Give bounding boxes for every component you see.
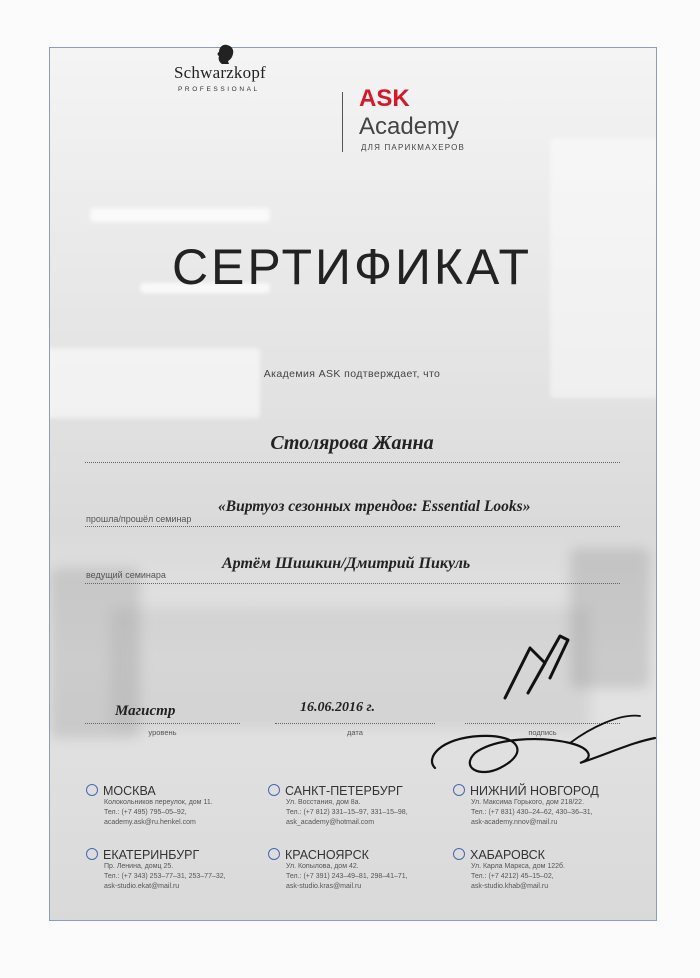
- city-phone: Тел.: (+7 343) 253–77–31, 253–77–32,: [104, 873, 226, 880]
- city-name: ХАБАРОВСК: [470, 848, 545, 862]
- schwarzkopf-logo-text: Schwarzkopf: [174, 63, 266, 82]
- city-block: [86, 848, 261, 892]
- city-address: Ул. Максима Горького, дом 218/22.: [471, 799, 585, 806]
- city-address: Ул. Копылова, дом 42.: [286, 863, 359, 870]
- city-block: [453, 784, 628, 828]
- dotted-line: [275, 723, 435, 724]
- circle-bullet-icon: [453, 784, 465, 796]
- city-phone: Тел.: (+7 812) 331–15–97, 331–15–98,: [286, 809, 408, 816]
- recipient-name: Столярова Жанна: [270, 432, 434, 454]
- handwritten-signature: [420, 618, 670, 788]
- city-email: academy.ask@ru.henkel.com: [104, 819, 196, 826]
- city-name: НИЖНИЙ НОВГОРОД: [470, 784, 599, 798]
- date-value: 16.06.2016 г.: [300, 700, 375, 715]
- seminar-hosts: Артём Шишкин/Дмитрий Пикуль: [222, 555, 471, 572]
- city-email: ask-studio.kras@mail.ru: [286, 883, 362, 890]
- ceiling-light: [90, 208, 270, 222]
- academy-logo-text: Academy: [359, 113, 460, 140]
- city-address: Пр. Ленина, домц 25.: [104, 863, 174, 870]
- level-value: Магистр: [115, 703, 176, 719]
- professional-logo-text: PROFESSIONAL: [178, 86, 260, 93]
- city-block: [268, 848, 443, 892]
- city-email: ask-studio.ekat@mail.ru: [104, 883, 180, 890]
- seminar-name: «Виртуоз сезонных трендов: Essential Looks»: [218, 498, 531, 515]
- confirm-text: Академия ASK подтверждает, что: [263, 368, 441, 380]
- city-phone: Тел.: (+7 4212) 45–15–02,: [471, 873, 554, 880]
- signature-label: подпись: [528, 728, 557, 737]
- circle-bullet-icon: [268, 784, 280, 796]
- city-address: Ул. Карла Маркса, дом 122б.: [471, 863, 565, 870]
- city-email: ask-academy.nnov@mail.ru: [471, 819, 558, 826]
- level-label: уровень: [148, 728, 177, 737]
- city-email: ask_academy@hotmail.com: [286, 819, 375, 826]
- logo-divider: [342, 92, 343, 152]
- circle-bullet-icon: [453, 848, 465, 860]
- date-label: дата: [347, 728, 363, 737]
- host-label: ведущий семинара: [86, 570, 166, 580]
- city-phone: Тел.: (+7 831) 430–24–62, 430–36–31,: [471, 809, 593, 816]
- circle-bullet-icon: [86, 784, 98, 796]
- city-address: Ул. Восстания, дом 8а.: [286, 799, 361, 806]
- ask-logo-text: ASK: [359, 85, 410, 112]
- city-block: [86, 784, 261, 828]
- city-name: МОСКВА: [103, 784, 156, 798]
- window-glare: [49, 348, 260, 418]
- dotted-line: [85, 462, 620, 463]
- dotted-line: [85, 583, 620, 584]
- for-hairdressers-text: ДЛЯ ПАРИКМАХЕРОВ: [361, 143, 466, 152]
- schwarzkopf-head-logo-icon: [213, 43, 237, 65]
- city-name: САНКТ-ПЕТЕРБУРГ: [285, 784, 403, 798]
- city-name: КРАСНОЯРСК: [285, 848, 369, 862]
- circle-bullet-icon: [86, 848, 98, 860]
- seminar-label: прошла/прошёл семинар: [86, 514, 192, 524]
- dotted-line: [85, 526, 620, 527]
- dotted-line: [85, 723, 240, 724]
- city-block: [453, 848, 628, 892]
- certificate-title: СЕРТИФИКАТ: [171, 239, 533, 295]
- city-phone: Тел.: (+7 391) 243–49–81, 298–41–71,: [286, 873, 408, 880]
- circle-bullet-icon: [268, 848, 280, 860]
- city-email: ask-studio.khab@mail.ru: [471, 883, 549, 890]
- city-phone: Тел.: (+7 495) 795–05–92,: [104, 809, 187, 816]
- city-block: [268, 784, 443, 828]
- city-name: ЕКАТЕРИНБУРГ: [103, 848, 200, 862]
- city-address: Колокольников переулок, дом 11.: [104, 799, 213, 806]
